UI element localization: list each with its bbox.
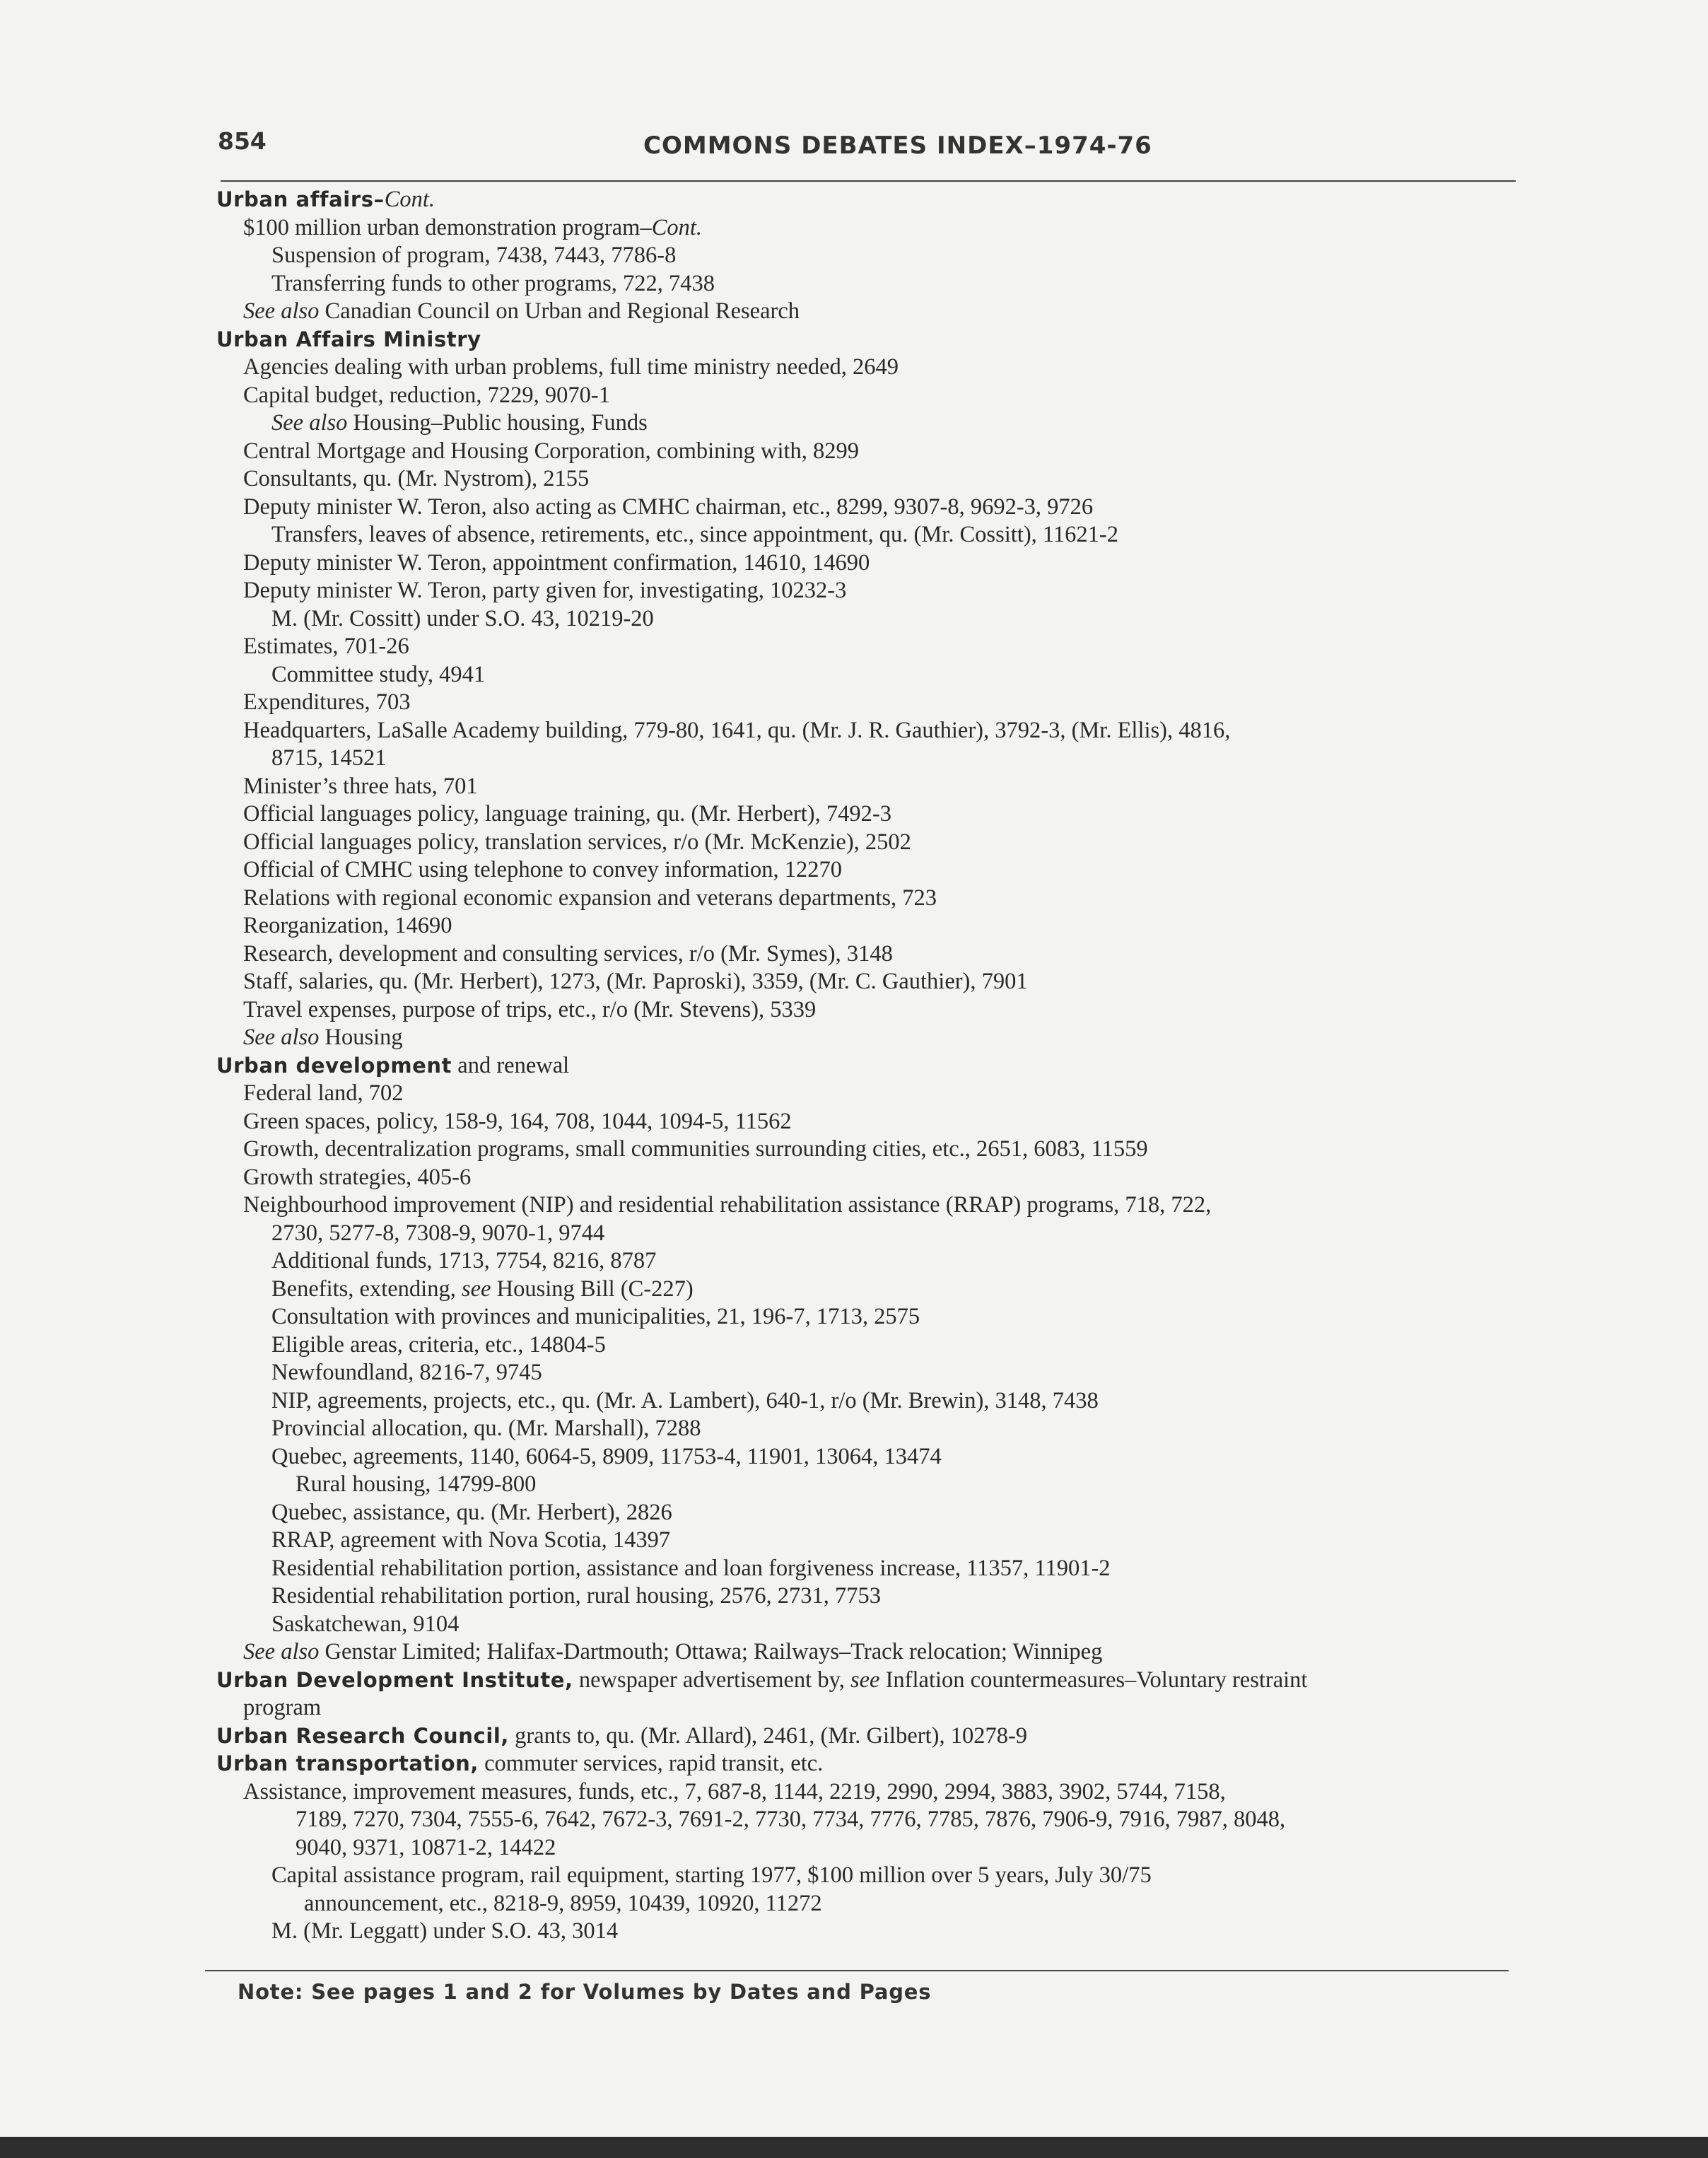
entry-text: $100 million urban demonstration program– bbox=[243, 215, 652, 240]
index-subentry-line bbox=[243, 884, 937, 912]
index-subentry-line bbox=[271, 241, 676, 269]
index-subentry-line bbox=[271, 1275, 694, 1303]
index-subentry-line bbox=[243, 996, 816, 1024]
entry-text: Official of CMHC using telephone to convey information, 12270 bbox=[243, 857, 842, 882]
entry-text: announcement, etc., 8218-9, 8959, 10439, 10920, 11272 bbox=[304, 1891, 822, 1916]
index-heading-line bbox=[216, 1749, 823, 1778]
entry-text: Quebec, agreements, 1140, 6064-5, 8909, 11753-4, 11901, 13064, 13474 bbox=[271, 1444, 942, 1469]
index-subentry-line bbox=[243, 911, 452, 940]
entry-text: Federal land, 702 bbox=[243, 1080, 404, 1106]
index-subentry-line bbox=[243, 688, 410, 716]
scan-edge bbox=[0, 2137, 1708, 2158]
entry-text: 2730, 5277-8, 7308-9, 9070-1, 9744 bbox=[271, 1220, 605, 1246]
index-subentry-line bbox=[243, 1638, 1102, 1666]
entry-text: Residential rehabilitation portion, rural housing, 2576, 2731, 7753 bbox=[271, 1583, 882, 1609]
index-subentry-line bbox=[243, 632, 409, 660]
index-subentry-line bbox=[271, 1247, 656, 1275]
entry-text: Saskatchewan, 9104 bbox=[271, 1611, 460, 1637]
entry-text: Assistance, improvement measures, funds, etc., 7, 687-8, 1144, 2219, 2990, 2994, 3883, 3902, 5744, 7158, bbox=[243, 1779, 1226, 1804]
entry-heading: Urban Development Institute, bbox=[216, 1668, 573, 1692]
index-subentry-line bbox=[271, 1526, 670, 1554]
entry-text: Eligible areas, criteria, etc., 14804-5 bbox=[271, 1332, 606, 1358]
index-subentry-line bbox=[271, 1358, 542, 1387]
cross-reference-term: See also bbox=[243, 1025, 320, 1050]
entry-text: Suspension of program, 7438, 7443, 7786-8 bbox=[271, 243, 677, 268]
index-subentry-line bbox=[243, 1079, 404, 1107]
index-subentry-line bbox=[243, 1778, 1226, 1806]
index-heading-line bbox=[216, 1722, 1027, 1750]
entry-text: Headquarters, LaSalle Academy building, 779-80, 1641, qu. (Mr. J. R. Gauthier), 3792-3, (Mr. Ellis), 4816, bbox=[243, 718, 1231, 743]
entry-text: M. (Mr. Leggatt) under S.O. 43, 3014 bbox=[271, 1918, 619, 1944]
entry-text: Deputy minister W. Teron, also acting as CMHC chairman, etc., 8299, 9307-8, 9692-3, 9726 bbox=[243, 494, 1094, 520]
index-subentry-line bbox=[304, 1889, 822, 1918]
index-subentry-line bbox=[243, 1023, 403, 1051]
index-heading-line bbox=[216, 1666, 1307, 1694]
entry-text: Estimates, 701-26 bbox=[243, 634, 409, 659]
index-subentry-line bbox=[271, 1302, 920, 1331]
entry-text: Deputy minister W. Teron, party given for, investigating, 10232-3 bbox=[243, 578, 847, 603]
entry-text: Relations with regional economic expansion and veterans departments, 723 bbox=[243, 885, 937, 911]
entry-heading: Urban development bbox=[216, 1054, 452, 1078]
index-subentry-line bbox=[271, 269, 715, 298]
page-number: 854 bbox=[218, 127, 267, 155]
entry-text: 9040, 9371, 10871-2, 14422 bbox=[296, 1835, 556, 1860]
index-subentry-line bbox=[271, 1387, 1099, 1415]
index-heading-line bbox=[216, 325, 481, 354]
entry-text: Expenditures, 703 bbox=[243, 689, 411, 715]
entry-text: program bbox=[243, 1695, 322, 1720]
entry-heading: Urban Affairs Ministry bbox=[216, 327, 481, 351]
index-subentry-line bbox=[296, 1470, 536, 1498]
index-subentry-line bbox=[296, 1805, 1285, 1833]
page-header bbox=[0, 127, 1708, 170]
entry-text: Provincial allocation, qu. (Mr. Marshall), 7288 bbox=[271, 1416, 701, 1441]
index-subentry-line bbox=[271, 1917, 618, 1945]
index-subentry-line bbox=[296, 1833, 556, 1862]
entry-text: Agencies dealing with urban problems, full time ministry needed, 2649 bbox=[243, 354, 899, 380]
cross-reference-term: Cont. bbox=[651, 215, 703, 240]
entry-text: Central Mortgage and Housing Corporation, combining with, 8299 bbox=[243, 438, 860, 464]
entry-text: Consultation with provinces and municipalities, 21, 196-7, 1713, 2575 bbox=[271, 1304, 920, 1329]
entry-text: Green spaces, policy, 158-9, 164, 708, 1044, 1094-5, 11562 bbox=[243, 1109, 792, 1134]
index-subentry-line bbox=[243, 576, 846, 605]
footer-note: Note: See pages 1 and 2 for Volumes by Dates and Pages bbox=[238, 1980, 932, 2004]
index-subentry-line bbox=[271, 1219, 604, 1247]
entry-text: Housing Bill (C-227) bbox=[491, 1276, 694, 1302]
entry-text: Official languages policy, language training, qu. (Mr. Herbert), 7492-3 bbox=[243, 801, 891, 827]
footer-rule bbox=[205, 1970, 1509, 1971]
index-subentry-line bbox=[243, 772, 478, 800]
index-subentry-line bbox=[271, 1498, 672, 1527]
index-subentry-line bbox=[243, 214, 702, 242]
index-subentry-line bbox=[271, 1610, 459, 1638]
entry-text: Canadian Council on Urban and Regional Research bbox=[319, 298, 800, 324]
index-subentry-line bbox=[271, 1861, 1152, 1889]
entry-text: Newfoundland, 8216-7, 9745 bbox=[271, 1360, 542, 1385]
entry-text: Capital assistance program, rail equipment, starting 1977, $100 million over 5 years, July 30/75 bbox=[271, 1862, 1152, 1888]
entry-text: 8715, 14521 bbox=[271, 745, 387, 771]
entry-heading: Urban transportation, bbox=[216, 1751, 479, 1775]
entry-text: Neighbourhood improvement (NIP) and residential rehabilitation assistance (RRAP) programs, 718, 722, bbox=[243, 1192, 1212, 1218]
cross-reference-term: See also bbox=[243, 1639, 320, 1664]
entry-text: M. (Mr. Cossitt) under S.O. 43, 10219-20 bbox=[271, 606, 654, 631]
entry-text: RRAP, agreement with Nova Scotia, 14397 bbox=[271, 1527, 671, 1553]
index-subentry-line bbox=[243, 1191, 1211, 1219]
index-subentry-line bbox=[271, 1554, 1111, 1582]
entry-text: NIP, agreements, projects, etc., qu. (Mr. A. Lambert), 640-1, r/o (Mr. Brewin), 3148, 7438 bbox=[271, 1388, 1099, 1413]
entry-text: Benefits, extending, bbox=[271, 1276, 462, 1302]
index-subentry-line bbox=[271, 605, 654, 633]
cross-reference-term: See also bbox=[243, 298, 320, 324]
index-subentry-line bbox=[271, 1582, 881, 1610]
index-subentry-line bbox=[243, 465, 589, 493]
entry-text: newspaper advertisement by, bbox=[573, 1667, 850, 1693]
index-subentry-line bbox=[271, 660, 485, 689]
entry-text: Growth, decentralization programs, small communities surrounding cities, etc., 2651, 6083, 11559 bbox=[243, 1136, 1148, 1162]
entry-text: Residential rehabilitation portion, assistance and loan forgiveness increase, 11357, 11901-2 bbox=[271, 1556, 1111, 1581]
entry-text: Travel expenses, purpose of trips, etc., r/o (Mr. Stevens), 5339 bbox=[243, 997, 817, 1022]
header-rule bbox=[221, 180, 1516, 182]
cross-reference-term: see bbox=[461, 1276, 491, 1302]
index-subentry-line bbox=[243, 493, 1093, 521]
index-subentry-line bbox=[243, 437, 859, 465]
entry-text: Quebec, assistance, qu. (Mr. Herbert), 2826 bbox=[271, 1500, 672, 1525]
index-subentry-line bbox=[271, 744, 387, 772]
entry-text: commuter services, rapid transit, etc. bbox=[478, 1751, 824, 1776]
index-subentry-line bbox=[243, 297, 800, 325]
index-subentry-line bbox=[243, 800, 891, 828]
index-subentry-line bbox=[243, 381, 610, 409]
index-subentry-line bbox=[243, 1135, 1148, 1163]
index-subentry-line bbox=[271, 520, 1118, 549]
entry-text: Capital budget, reduction, 7229, 9070-1 bbox=[243, 383, 611, 408]
entry-text: Transferring funds to other programs, 722, 7438 bbox=[271, 271, 715, 296]
index-subentry-line bbox=[243, 353, 899, 381]
index-subentry-line bbox=[243, 1107, 792, 1136]
index-heading-line bbox=[216, 1051, 569, 1080]
entry-text: Consultants, qu. (Mr. Nystrom), 2155 bbox=[243, 466, 590, 491]
entry-text: Deputy minister W. Teron, appointment confirmation, 14610, 14690 bbox=[243, 550, 870, 576]
cross-reference-term: Cont. bbox=[384, 187, 435, 212]
cross-reference-term: See also bbox=[271, 410, 348, 436]
entry-text: Reorganization, 14690 bbox=[243, 913, 452, 938]
entry-text: Committee study, 4941 bbox=[271, 662, 486, 687]
entry-text: Minister’s three hats, 701 bbox=[243, 774, 478, 799]
entry-heading: Urban affairs– bbox=[216, 187, 385, 211]
index-subentry-line bbox=[271, 1414, 701, 1442]
entry-text: Growth strategies, 405-6 bbox=[243, 1165, 472, 1190]
index-subentry-line bbox=[243, 716, 1230, 745]
index-subentry-line bbox=[271, 1442, 942, 1471]
entry-heading: Urban Research Council, bbox=[216, 1724, 510, 1748]
cross-reference-term: see bbox=[850, 1667, 880, 1693]
entry-text: Staff, salaries, qu. (Mr. Herbert), 1273, (Mr. Paproski), 3359, (Mr. C. Gauthier), 7901 bbox=[243, 969, 1028, 994]
index-subentry-line bbox=[243, 1693, 321, 1722]
entry-text: Research, development and consulting services, r/o (Mr. Symes), 3148 bbox=[243, 941, 893, 967]
index-subentry-line bbox=[243, 828, 911, 856]
entry-text: Housing bbox=[319, 1025, 403, 1050]
entry-text: Additional funds, 1713, 7754, 8216, 8787 bbox=[271, 1248, 657, 1273]
index-subentry-line bbox=[243, 856, 842, 884]
index-subentry-line bbox=[243, 967, 1028, 996]
index-subentry-line bbox=[271, 1331, 606, 1359]
index-subentry-line bbox=[243, 549, 870, 577]
index-subentry-line bbox=[243, 1163, 471, 1191]
index-heading-line bbox=[216, 185, 435, 214]
entry-text: Housing–Public housing, Funds bbox=[347, 410, 648, 436]
index-subentry-line bbox=[271, 409, 648, 437]
running-title: COMMONS DEBATES INDEX–1974-76 bbox=[643, 132, 1152, 160]
index-subentry-line bbox=[243, 940, 893, 968]
entry-text: Transfers, leaves of absence, retirements, etc., since appointment, qu. (Mr. Cossitt), 11621-2 bbox=[271, 522, 1119, 547]
entry-text: 7189, 7270, 7304, 7555-6, 7642, 7672-3, 7691-2, 7730, 7734, 7776, 7785, 7876, 7906-9, 7916, 7987, 8048, bbox=[296, 1807, 1286, 1832]
entry-text: grants to, qu. (Mr. Allard), 2461, (Mr. Gilbert), 10278-9 bbox=[509, 1723, 1028, 1749]
entry-text: Inflation countermeasures–Voluntary restraint bbox=[879, 1667, 1308, 1693]
entry-text: and renewal bbox=[452, 1053, 570, 1078]
entry-text: Rural housing, 14799-800 bbox=[296, 1471, 537, 1497]
entry-text: Genstar Limited; Halifax-Dartmouth; Ottawa; Railways–Track relocation; Winnipeg bbox=[319, 1639, 1103, 1664]
entry-text: Official languages policy, translation services, r/o (Mr. McKenzie), 2502 bbox=[243, 829, 911, 855]
